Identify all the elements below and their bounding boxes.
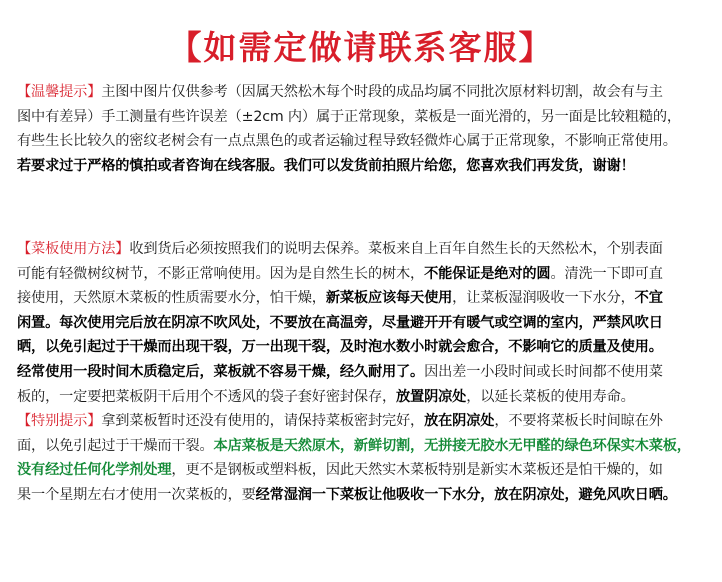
text-run: ，让菜板湿润吸收一下水分， [452,290,635,307]
bold-text-run: 放置阴凉处 [396,388,467,405]
text-run: ，不要将菜板长时间晾在外 [494,413,663,430]
paragraph-line [17,129,709,154]
paragraph-line [17,335,709,360]
usage-section [17,237,709,508]
warm-tip-tag: 【温馨提示】 [17,84,102,100]
paragraph-line [17,409,709,434]
text-run: 面，以免引起过于干燥而干裂。 [17,437,214,454]
paragraph-line [17,458,709,483]
paragraph-line [17,483,709,508]
green-highlight-run: 没有经过任何化学剂处理 [17,462,172,479]
text-run: 收到货后必须按照我们的说明去保养。菜板来自上百年自然生长的天然松木，个别表面 [129,241,663,257]
bold-text-run: 闲置。每次使用完后放在阴凉不吹风处，不要放在高温旁，尽量避开开有暖气或空调的室内，严禁风吹日 [17,314,663,331]
bold-text-run: 若要求过于严格的慎拍或者咨询在线客服。我们可以发货前拍照片给您，您喜欢我们再发货，谢谢！ [17,157,635,174]
green-highlight-run: 本店菜板是天然原木，新鲜切割，无拼接无胶水无甲醛的绿色环保实木菜板， [213,437,691,454]
paragraph-line [17,154,709,179]
text-run: 。清洗一下即可直 [550,265,663,282]
text-run: ，更不是钢板或塑料板，因此天然实木菜板特别是新实木菜板还是怕干燥的，如 [171,462,663,479]
text-run: ，以延长菜板的使用寿命。 [466,388,635,405]
text-run: 可能有轻微树纹树节，不影正常响使用。因为是自然生长的树木， [17,265,425,282]
bold-text-run: 经常湿润一下菜板让他吸收一下水分，放在阴凉处，避免风吹日晒。 [255,486,677,503]
paragraph-line [17,311,709,336]
paragraph-line [17,105,709,130]
page-title: 【如需定做请联系客服】 [168,28,554,67]
text-run: 果一个星期左右才使用一次菜板的，要 [17,486,256,503]
bold-text-run: 经常使用一段时间木质稳定后，菜板就不容易干燥，经久耐用了。 [17,363,425,380]
paragraph-line [17,286,709,311]
text-run: 图中有差异）手工测量有些许误差（±2cm 内）属于正常现象，菜板是一面光滑的，另一面是比较粗糙的， [17,108,681,125]
special-tip-tag: 【特别提示】 [17,413,102,430]
bold-text-run: 新菜板应该每天使用 [325,290,453,307]
usage-tag: 【菜板使用方法】 [17,241,130,257]
text-run: 有些生长比较久的密纹老树会有一点点黑色的或者运输过程导致轻微炸心属于正常现象，不影响正常使用。 [17,133,677,150]
text-run: 板的，一定要把菜板阴干后用个不透风的袋子套好密封保存， [17,388,397,405]
text-run: 拿到菜板暂时还没有使用的，请保持菜板密封完好， [101,413,425,430]
bold-text-run: 不宜 [634,290,663,307]
bold-text-run: 不能保证是绝对的圆 [424,265,551,282]
text-run: 因出差一小段时间或长时间都不使用菜 [424,363,663,380]
paragraph-line [17,237,709,262]
text-run: 主图中图片仅供参考（因属天然松木每个时段的成品均属不同批次原材料切割，故会有与主 [101,84,663,100]
warm-tip-section [17,80,709,178]
paragraph-line [17,434,709,459]
text-run: 接使用，天然原木菜板的性质需要水分，怕干燥， [17,290,326,307]
paragraph-line [17,385,709,410]
paragraph-line [17,80,709,105]
paragraph-line [17,262,709,287]
bold-text-run: 放在阴凉处 [424,413,495,430]
bold-text-run: 晒，以免引起过于干燥而出现干裂，万一出现干裂，及时泡水数小时就会愈合，不影响它的质量及使用。 [17,339,663,356]
paragraph-line [17,360,709,385]
